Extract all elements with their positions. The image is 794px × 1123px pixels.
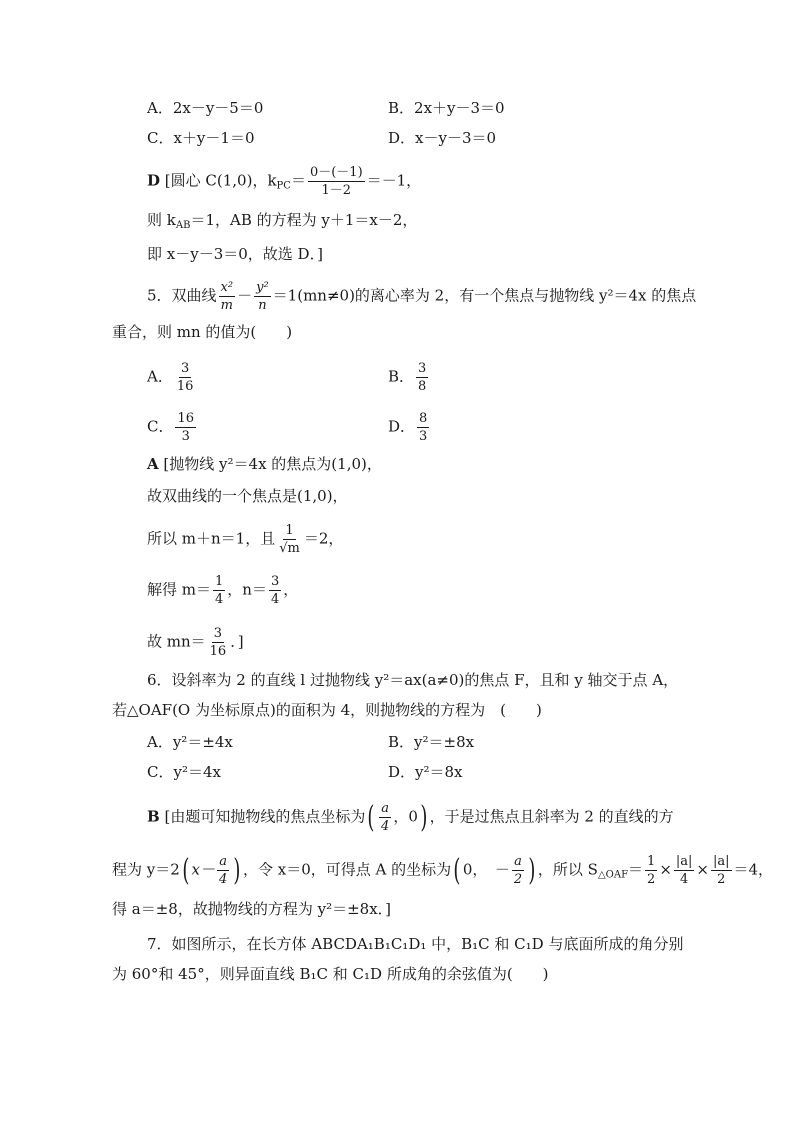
q5-option-d: D． $\frac{8}{3}$ (388, 411, 428, 444)
q4-option-b: B．2x＋y－3＝0 (388, 99, 505, 117)
q6-option-d: D．y²＝8x (388, 763, 463, 781)
q5-fraction-x2-m: $\frac{\text{x²}}{m}$ (220, 280, 234, 313)
q7-stem-line-1: 7．如图所示，在长方体 ABCDA₁B₁C₁D₁ 中，B₁C 和 C₁D 与底面所成的角分别 (147, 935, 684, 953)
q6-option-a: A．y²＝±4x (147, 733, 233, 751)
q6-solution-line-2: 程为 y＝2( x－ $\frac{a}{4}$ ) ，令 x＝0，可得点 A 的坐标为( 0， － $\frac{a}{2}$ ) ，所以 $S_{\triangle OAF}=$ $\frac{1}{2}$ × $\frac{|a|}{4}$ × $\frac{|a|}{2}$ ＝4， (112, 852, 774, 888)
q6-stem-line-2: 若△OAF(O 为坐标原点)的面积为 4，则抛物线的方程为 ( ) (112, 701, 542, 719)
q6-solution-line-3: 得 a＝±8，故抛物线的方程为 y²＝±8x．] (112, 900, 392, 918)
q5-option-a: A． $\frac{3}{16}$ (147, 361, 194, 394)
q6-stem-line-1: 6．设斜率为 2 的直线 l 过抛物线 y²＝ax(a≠0)的焦点 F，且和 y 轴交于点 A， (147, 671, 679, 689)
q6-option-b: B．y²＝±8x (388, 733, 475, 751)
q5-fraction-y2-n: $\frac{\text{y²}}{n}$ (256, 280, 269, 313)
q5-solution-line-3: 所以 m＋n＝1，且 $\frac{1}{√m}$ ＝2， (147, 523, 344, 556)
q4-solution-line-3: 即 x－y－3＝0，故选 D．] (147, 245, 323, 263)
q5-solution-line-4: 解得 m＝ $\frac{1}{4}$ ，n＝ $\frac{3}{4}$ ， (147, 574, 299, 607)
q5-stem-line-2: 重合，则 mn 的值为( ) (112, 323, 293, 341)
q5-option-b: B． $\frac{3}{8}$ (388, 361, 427, 394)
q4-slope-fraction: $\frac{0-(-1)}{1-2}$ (309, 165, 363, 198)
q6-solution-line-1: B [由题可知抛物线的焦点坐标为( $\frac{a}{4}$ ，0) ，于是过焦点且斜率为 2 的直线的方 (147, 799, 674, 835)
q4-solution-line-1: D [圆心 C(1,0)，$k_{PC}=$ $\frac{0-(-1)}{1-2}$ ＝－1， (147, 165, 422, 198)
q5-option-c: C． $\frac{16}{3}$ (147, 411, 195, 444)
q4-option-d: D．x－y－3＝0 (388, 129, 497, 147)
q4-answer: D (147, 171, 161, 190)
q6-answer: B (147, 807, 160, 826)
q5-solution-line-2: 故双曲线的一个焦点是(1,0)， (147, 487, 348, 505)
q5-answer: A (147, 455, 159, 473)
q4-solution-line-2: 则 $k_{AB}=1$，AB 的方程为 y＋1＝x－2， (147, 211, 418, 231)
q4-option-c: C．x＋y－1＝0 (147, 129, 255, 147)
q5-stem-line-1: 5．双曲线 $\frac{\text{x²}}{m}$ － $\frac{\text{y²}}{n}$ ＝1(mn≠0)的离心率为 2，有一个焦点与抛物线 y²＝4x 的焦点 (147, 280, 697, 313)
q4-option-a: A．2x－y－5＝0 (147, 99, 264, 117)
q7-stem-line-2: 为 60°和 45°，则异面直线 B₁C 和 C₁D 所成角的余弦值为( ) (112, 965, 549, 983)
q5-solution-line-5: 故 mn＝ $\frac{3}{16}$ ．] (147, 626, 244, 659)
q5-solution-line-1: A [抛物线 y²＝4x 的焦点为(1,0)， (147, 455, 382, 473)
q6-option-c: C．y²＝4x (147, 763, 221, 781)
